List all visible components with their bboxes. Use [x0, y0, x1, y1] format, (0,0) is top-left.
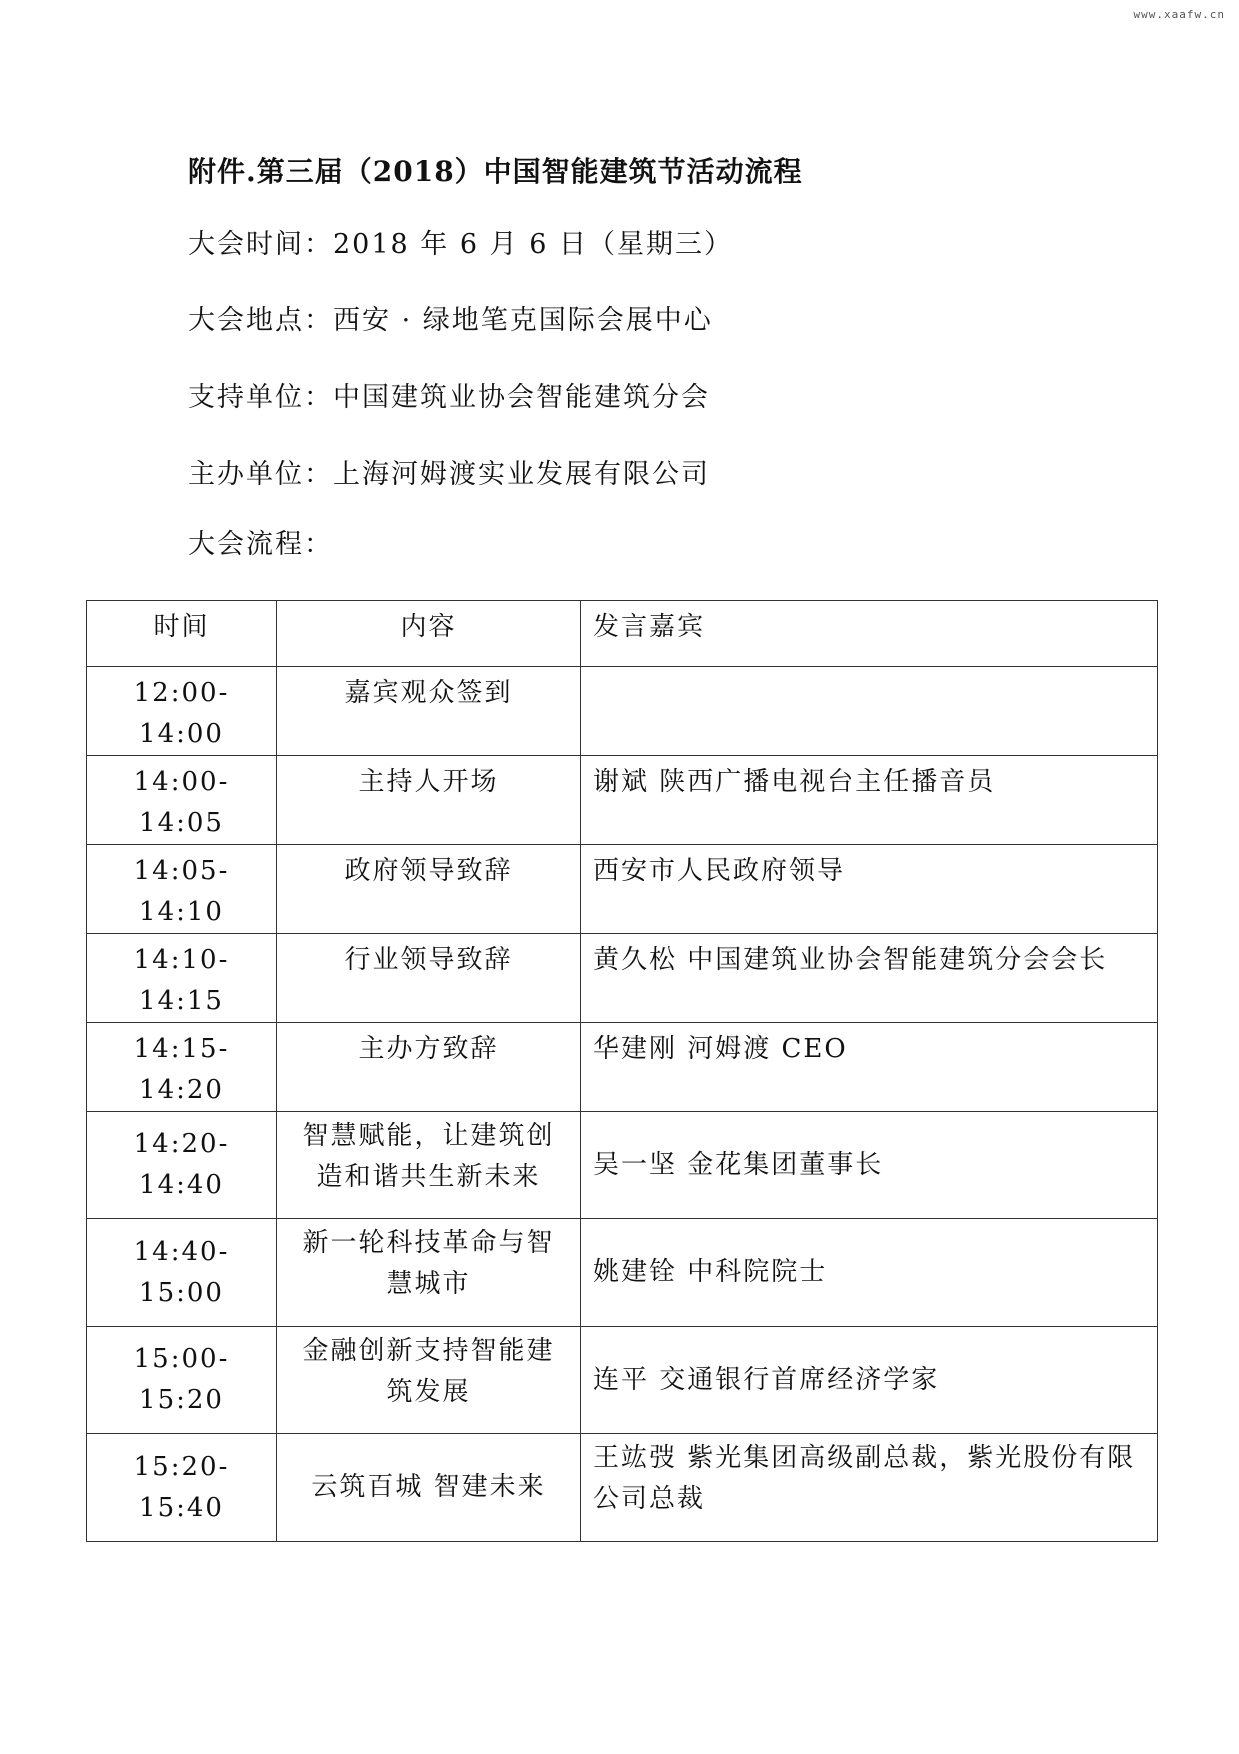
document-title: 附件.第三届（2018）中国智能建筑节活动流程 — [188, 155, 803, 188]
row-content: 智慧赋能，让建筑创造和谐共生新未来 — [277, 1112, 581, 1219]
table-row — [87, 1112, 1158, 1219]
row-guest: 连平 交通银行首席经济学家 — [581, 1327, 1158, 1434]
table-row — [87, 1327, 1158, 1434]
row-time: 15:00-15:20 — [87, 1327, 277, 1434]
table-row — [87, 1434, 1158, 1542]
row-time: 14:10-14:15 — [87, 934, 277, 1023]
row-time: 15:20-15:40 — [87, 1434, 277, 1542]
row-content: 金融创新支持智能建筑发展 — [277, 1327, 581, 1434]
row-content: 主办方致辞 — [277, 1023, 581, 1112]
row-time: 14:15-14:20 — [87, 1023, 277, 1112]
header-guest: 发言嘉宾 — [581, 601, 1158, 667]
row-content: 行业领导致辞 — [277, 934, 581, 1023]
row-guest: 姚建铨 中科院院士 — [581, 1219, 1158, 1327]
row-time: 14:20-14:40 — [87, 1112, 277, 1219]
info-label: 大会流程： — [188, 529, 333, 560]
row-guest: 黄久松 中国建筑业协会智能建筑分会会长 — [581, 934, 1158, 1023]
info-value: 上海河姆渡实业发展有限公司 — [333, 459, 710, 490]
row-time: 14:40-15:00 — [87, 1219, 277, 1327]
info-agenda-label — [188, 522, 333, 561]
info-supporting-org — [188, 375, 710, 414]
header-time: 时间 — [87, 601, 277, 667]
table-row — [87, 845, 1158, 934]
row-content: 云筑百城 智建未来 — [277, 1434, 581, 1542]
info-label: 大会时间： — [188, 229, 333, 260]
row-guest: 华建刚 河姆渡 CEO — [581, 1023, 1158, 1112]
row-guest — [581, 667, 1158, 756]
table-row — [87, 1023, 1158, 1112]
table-row — [87, 667, 1158, 756]
row-content: 主持人开场 — [277, 756, 581, 845]
schedule-table — [86, 600, 1158, 1542]
row-time: 14:00-14:05 — [87, 756, 277, 845]
row-guest: 王竑弢 紫光集团高级副总裁，紫光股份有限公司总裁 — [581, 1434, 1158, 1542]
table-row — [87, 934, 1158, 1023]
info-label: 主办单位： — [188, 459, 333, 490]
info-meeting-time — [188, 222, 733, 261]
row-guest: 西安市人民政府领导 — [581, 845, 1158, 934]
info-organizer — [188, 452, 710, 491]
info-label: 支持单位： — [188, 382, 333, 413]
info-value: 2018 年 6 月 6 日（星期三） — [333, 229, 733, 260]
info-value: 西安 · 绿地笔克国际会展中心 — [333, 305, 713, 336]
row-content: 新一轮科技革命与智慧城市 — [277, 1219, 581, 1327]
info-label: 大会地点： — [188, 305, 333, 336]
row-guest: 谢斌 陕西广播电视台主任播音员 — [581, 756, 1158, 845]
info-meeting-venue — [188, 298, 713, 337]
table-row — [87, 756, 1158, 845]
row-content: 嘉宾观众签到 — [277, 667, 581, 756]
row-time: 12:00-14:00 — [87, 667, 277, 756]
row-time: 14:05-14:10 — [87, 845, 277, 934]
watermark: www.xaafw.cn — [1133, 8, 1225, 21]
header-content: 内容 — [277, 601, 581, 667]
info-value: 中国建筑业协会智能建筑分会 — [333, 382, 710, 413]
table-header-row — [87, 601, 1158, 667]
row-content: 政府领导致辞 — [277, 845, 581, 934]
row-guest: 吴一坚 金花集团董事长 — [581, 1112, 1158, 1219]
table-row — [87, 1219, 1158, 1327]
